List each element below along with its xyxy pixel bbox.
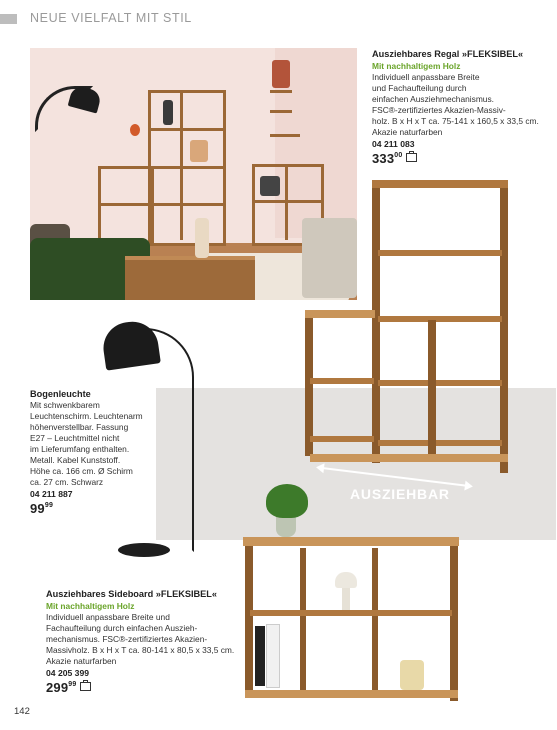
shelf-subtitle: Mit nachhaltigem Holz: [372, 61, 461, 71]
lamp-desc-line: ca. 27 cm. Schwarz: [30, 477, 104, 487]
lamp-desc-line: höhenverstellbar. Fassung: [30, 422, 129, 432]
shelf-desc-line: FSC®-zertifiziertes Akazien-Massiv-: [372, 105, 506, 115]
shelf-desc-line: einfachen Ausziehmechanismus.: [372, 94, 494, 104]
package-icon: [80, 682, 91, 691]
sideboard-desc-line: Fachaufteilung durch einfachen Auszieh-: [46, 623, 198, 633]
lamp-desc-line: Höhe ca. 166 cm. Ø Schirm: [30, 466, 133, 476]
sideboard-desc-line: Individuell anpassbare Breite und: [46, 612, 170, 622]
lamp-desc-line: im Lieferumfang enthalten.: [30, 444, 130, 454]
lamp-desc-line: Leuchtenschirm. Leuchtenarm: [30, 411, 143, 421]
sideboard-price-cents: 99: [68, 681, 77, 688]
shelf-desc-line: und Fachaufteilung durch: [372, 83, 467, 93]
sideboard-desc-line: Massivholz. B x H x T ca. 80-141 x 80,5 x 33,5 cm.: [46, 645, 235, 655]
shelf-product-info: [372, 48, 552, 164]
plant-leaves: [266, 484, 308, 518]
room-photo: [30, 48, 357, 300]
shelf-price: [372, 150, 552, 164]
shelf-desc-line: Individuell anpassbare Breite: [372, 72, 480, 82]
shelf-desc-line: holz. B x H x T ca. 75-141 x 160,5 x 33,5 cm.: [372, 116, 539, 126]
page-header-title: NEUE VIELFALT MIT STIL: [30, 11, 192, 25]
lamp-base: [118, 543, 170, 557]
extendable-badge: AUSZIEHBAR: [350, 486, 450, 502]
vase: [400, 660, 424, 690]
shelf-title: Ausziehbares Regal »FLEKSIBEL«: [372, 49, 524, 59]
sideboard-desc-line: mechanismus. FSC®-zertifiziertes Akazien-: [46, 634, 208, 644]
plant-pot: [276, 515, 296, 537]
package-icon: [406, 153, 417, 162]
lamp-article-number: 04 211 887: [30, 489, 73, 499]
shelf-article-number: 04 211 083: [372, 139, 415, 149]
shelf-desc-line: Akazie naturfarben: [372, 127, 443, 137]
sideboard-article-number: 04 205 399: [46, 668, 90, 678]
book: [255, 626, 265, 686]
sideboard-subtitle: Mit nachhaltigem Holz: [46, 601, 135, 611]
lamp-desc-line: E27 – Leuchtmittel nicht: [30, 433, 120, 443]
lamp-price: [30, 500, 160, 514]
photo-armchair: [302, 218, 357, 298]
shelf-price-cents: 00: [394, 152, 403, 159]
photo-table: [125, 260, 255, 300]
lamp-title: Bogenleuchte: [30, 389, 91, 399]
book: [266, 624, 280, 688]
sideboard-product-info: [46, 588, 246, 693]
lamp-desc-line: Metall. Kabel Kunststoff.: [30, 455, 121, 465]
sideboard-title: Ausziehbares Sideboard »FLEKSIBEL«: [46, 589, 218, 599]
sideboard-price: [46, 679, 246, 693]
sideboard-desc-line: Akazie naturfarben: [46, 656, 117, 666]
table-lamp: [335, 572, 357, 588]
background-grey-block: [156, 388, 556, 540]
sideboard-price-main: 299: [46, 680, 69, 695]
shelf-price-main: 333: [372, 151, 395, 166]
lamp-product-info: [30, 388, 160, 514]
page-number: 142: [14, 706, 30, 717]
lamp-price-main: 99: [30, 501, 45, 516]
header-bar: [0, 14, 17, 24]
lamp-price-cents: 99: [44, 502, 54, 509]
lamp-desc-line: Mit schwenkbarem: [30, 400, 100, 410]
lamp-shade: [100, 318, 161, 370]
